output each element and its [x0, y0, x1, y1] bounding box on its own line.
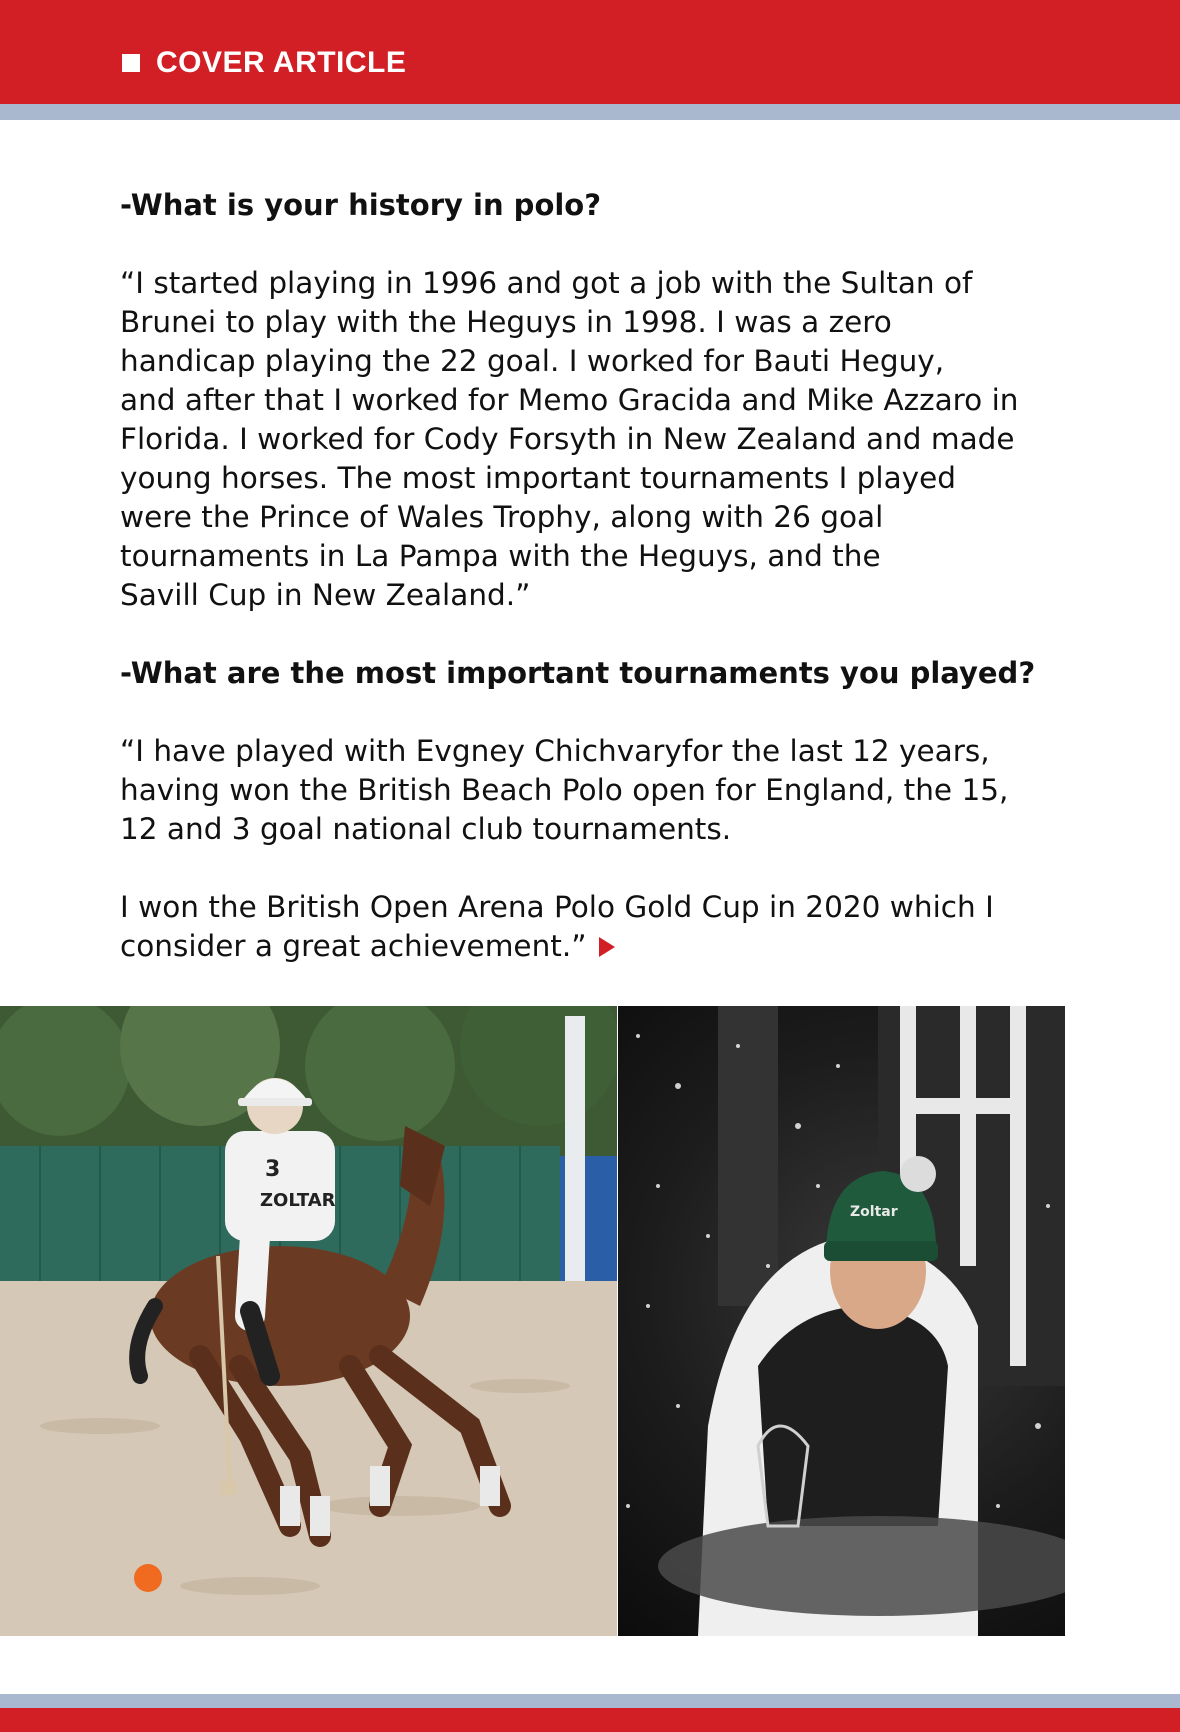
article-body	[120, 186, 1080, 1005]
question-tournaments: -What are the most important tournaments you played?	[120, 656, 1036, 690]
rider-number: 3	[265, 1157, 281, 1182]
section-label-text: COVER ARTICLE	[156, 46, 407, 79]
footer-bar	[0, 1708, 1180, 1732]
answer-history: “I started playing in 1996 and got a job with the Sultan of Brunei to play with the Heguys in 1998. I was a zero handicap playing the 22 goal. I worked for Bauti Heguy, and after that I worked for Memo Gracida and Mike Azzaro in Florida. I worked for Cody Forsyth in New Zealand and made young horses. The most important tournaments I played were the Prince of Wales Trophy, along with 26 goal tournaments in La Pampa with the Heguys, and the Savill Cup in New Zealand.”	[120, 266, 1019, 612]
rider-shirt-text: ZOLTAR	[260, 1190, 336, 1211]
section-label	[122, 46, 406, 80]
answer-tournaments: “I have played with Evgney Chichvaryfor the last 12 years, having won the British Beach Polo open for England, the 15, 12 and 3 goal national club tournaments.	[120, 734, 1009, 846]
footer-stripe	[0, 1694, 1180, 1708]
answer-achievement-text: I won the British Open Arena Polo Gold Cup in 2020 which I consider a great achievement.”	[120, 890, 994, 963]
portrait-illustration	[618, 1006, 1065, 1636]
photo-portrait	[618, 1006, 1065, 1636]
end-of-article-icon	[599, 937, 615, 957]
question-history: -What is your history in polo?	[120, 188, 602, 222]
answer-achievement	[120, 888, 1080, 966]
hat-text: Zoltar	[850, 1204, 898, 1220]
square-bullet-icon	[122, 54, 140, 72]
header-stripe	[0, 104, 1180, 120]
photo-polo-player	[0, 1006, 617, 1636]
photo-row	[0, 1006, 1065, 1636]
polo-player-illustration	[0, 1006, 617, 1636]
